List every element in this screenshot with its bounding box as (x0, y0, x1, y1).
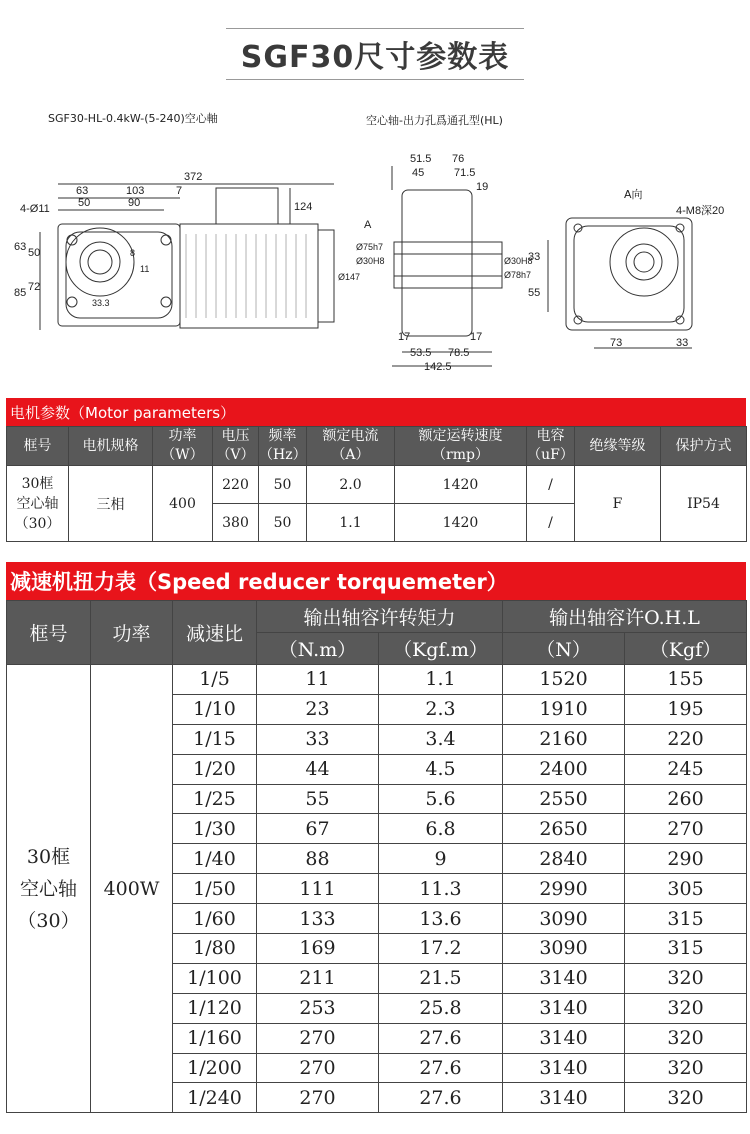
dimension-drawing (0, 100, 750, 390)
torque-nm-cell: 253 (257, 993, 379, 1023)
page-title-frame (226, 28, 524, 80)
torque-nm-cell: 169 (257, 934, 379, 964)
dim-label: 7 (176, 185, 183, 197)
dim-label: 372 (184, 171, 203, 183)
motor-cap-cell: / (527, 466, 575, 504)
torque-kgf-cell: 305 (625, 874, 747, 904)
torque-kgfm-cell: 5.6 (379, 784, 503, 814)
dim-label: 55 (528, 287, 541, 299)
torque-section-title: 减速机扭力表（Speed reducer torquemeter） (10, 570, 508, 594)
torque-n-cell: 1520 (503, 665, 625, 695)
torque-header-power: 功率 (91, 601, 173, 665)
view-label: A向 (624, 188, 643, 201)
motor-power-cell: 400 (153, 466, 213, 542)
front-inner (574, 226, 684, 322)
front-bore-circle (626, 244, 662, 280)
motor-header-cell: 保护方式 (661, 427, 747, 466)
dim-label: 19 (476, 181, 489, 193)
dim-label: 50 (28, 247, 41, 259)
torque-kgfm-cell: 6.8 (379, 814, 503, 844)
motor-header-row (7, 427, 747, 466)
right-caption: 空心轴-出力孔爲通孔型(HL) (366, 114, 503, 127)
dim-label: 33 (676, 337, 689, 349)
torque-kgf-cell: 320 (625, 1023, 747, 1053)
torque-ratio-cell: 1/10 (173, 694, 257, 724)
torque-n-cell: 3140 (503, 1053, 625, 1083)
torque-nm-cell: 211 (257, 963, 379, 993)
torque-ratio-cell: 1/60 (173, 904, 257, 934)
torque-n-cell: 3140 (503, 963, 625, 993)
torque-n-cell: 2990 (503, 874, 625, 904)
torque-kgf-cell: 245 (625, 754, 747, 784)
dim-label: 8 (130, 248, 136, 258)
torque-section-header (6, 562, 746, 600)
torque-n-cell: 3140 (503, 993, 625, 1023)
side-housing (402, 190, 472, 336)
motor-header-cell: 电机规格 (69, 427, 153, 466)
motor-header-cell: 额定运转速度 （rmp） (395, 427, 527, 466)
torque-nm-cell: 33 (257, 724, 379, 754)
torque-kgfm-cell: 25.8 (379, 993, 503, 1023)
torque-kgfm-cell: 11.3 (379, 874, 503, 904)
dim-label: 85 (14, 287, 27, 299)
torque-ratio-cell: 1/15 (173, 724, 257, 754)
dimension-drawing-svg (0, 100, 750, 390)
torque-kgfm-cell: 3.4 (379, 724, 503, 754)
dim-label: 45 (412, 167, 425, 179)
terminal-box (216, 188, 278, 224)
motor-spec-cell: 三相 (69, 466, 153, 542)
torque-header-ratio: 减速比 (173, 601, 257, 665)
torque-frame-cell: 30框 空心轴 （30） (7, 665, 91, 1113)
torque-kgf-cell: 315 (625, 934, 747, 964)
torque-ratio-cell: 1/20 (173, 754, 257, 784)
hollow-shaft-section (394, 242, 502, 288)
dim-label: 51.5 (410, 153, 432, 165)
front-flange-circle (610, 228, 678, 296)
mount-hole (161, 297, 171, 307)
dim-label: 63 (14, 241, 27, 253)
motor-header-cell: 绝缘等级 (575, 427, 661, 466)
torque-nm-cell: 270 (257, 1083, 379, 1113)
dim-label: 33 (528, 251, 541, 263)
torque-ratio-cell: 1/30 (173, 814, 257, 844)
gearbox-flange-outline (58, 224, 180, 326)
dim-label: 11 (140, 264, 150, 274)
dim-label: 17 (398, 331, 411, 343)
motor-header-cell: 频率 （Hz） (259, 427, 307, 466)
torque-header-frame: 框号 (7, 601, 91, 665)
torque-nm-cell: 270 (257, 1053, 379, 1083)
motor-header-cell: 额定电流 （A） (307, 427, 395, 466)
torque-ratio-cell: 1/80 (173, 934, 257, 964)
torque-ratio-cell: 1/100 (173, 963, 257, 993)
torque-n-cell: 2840 (503, 844, 625, 874)
dim-label: 72 (28, 281, 41, 293)
torque-ratio-cell: 1/240 (173, 1083, 257, 1113)
torque-kgf-cell: 290 (625, 844, 747, 874)
page-title: SGF30尺寸参数表 (240, 40, 510, 75)
torque-n-cell: 2550 (503, 784, 625, 814)
torque-kgf-cell: 270 (625, 814, 747, 844)
torque-kgf-cell: 260 (625, 784, 747, 814)
torque-header-row (7, 601, 747, 633)
motor-protection-cell: IP54 (661, 466, 747, 542)
torque-kgfm-cell: 13.6 (379, 904, 503, 934)
torque-kgfm-cell: 4.5 (379, 754, 503, 784)
dim-label: 4-M8深20 (676, 205, 725, 217)
motor-freq-cell: 50 (259, 466, 307, 504)
torque-nm-cell: 88 (257, 844, 379, 874)
mount-hole (161, 235, 171, 245)
torque-n-cell: 2400 (503, 754, 625, 784)
front-housing (566, 218, 692, 330)
motor-current-cell: 2.0 (307, 466, 395, 504)
dim-label: Ø147 (338, 272, 361, 282)
torque-kgf-cell: 320 (625, 993, 747, 1023)
torque-n-cell: 2650 (503, 814, 625, 844)
dim-label: A (364, 219, 372, 231)
motor-parameters-table (6, 426, 747, 542)
torque-nm-cell: 133 (257, 904, 379, 934)
torque-n-cell: 3140 (503, 1023, 625, 1053)
torque-n-cell: 3090 (503, 934, 625, 964)
torque-kgf-cell: 220 (625, 724, 747, 754)
torque-kgf-cell: 320 (625, 963, 747, 993)
dim-label: 73 (610, 337, 623, 349)
motor-voltage-cell: 380 (213, 504, 259, 542)
dim-label: 4-Ø11 (20, 203, 50, 215)
torque-ratio-cell: 1/50 (173, 874, 257, 904)
torque-unit-kgf: （Kgf） (625, 633, 747, 665)
torque-nm-cell: 55 (257, 784, 379, 814)
motor-cap-cell: / (527, 504, 575, 542)
torque-nm-cell: 23 (257, 694, 379, 724)
dim-label: 76 (452, 153, 465, 165)
motor-header-cell: 电压 （V） (213, 427, 259, 466)
torque-table (6, 600, 747, 1113)
torque-kgf-cell: 320 (625, 1053, 747, 1083)
dim-label: 50 (78, 197, 91, 209)
torque-ratio-cell: 1/160 (173, 1023, 257, 1053)
motor-freq-cell: 50 (259, 504, 307, 542)
dim-label: 63 (76, 185, 89, 197)
torque-kgfm-cell: 9 (379, 844, 503, 874)
torque-kgfm-cell: 27.6 (379, 1023, 503, 1053)
front-shaft-circle (634, 252, 654, 272)
dim-label: 53.5 (410, 347, 432, 359)
motor-voltage-cell: 220 (213, 466, 259, 504)
torque-kgf-cell: 195 (625, 694, 747, 724)
motor-speed-cell: 1420 (395, 504, 527, 542)
torque-ratio-cell: 1/40 (173, 844, 257, 874)
output-bore-circle (80, 242, 120, 282)
torque-ratio-cell: 1/200 (173, 1053, 257, 1083)
torque-kgf-cell: 155 (625, 665, 747, 695)
torque-power-cell: 400W (91, 665, 173, 1113)
torque-kgfm-cell: 17.2 (379, 934, 503, 964)
motor-section-title: 电机参数（Motor parameters） (10, 403, 236, 422)
mount-hole (67, 297, 77, 307)
torque-ratio-cell: 1/120 (173, 993, 257, 1023)
dim-label: Ø30H8 (504, 256, 533, 266)
torque-kgf-cell: 315 (625, 904, 747, 934)
motor-header-cell: 电容 （uF） (527, 427, 575, 466)
motor-current-cell: 1.1 (307, 504, 395, 542)
dim-label: Ø78h7 (504, 270, 532, 280)
torque-ratio-cell: 1/25 (173, 784, 257, 814)
motor-end-cap (318, 230, 334, 322)
motor-section-header (6, 398, 746, 426)
left-caption: SGF30-HL-0.4kW-(5-240)空心軸 (48, 112, 218, 125)
torque-n-cell: 1910 (503, 694, 625, 724)
torque-unit-kgfm: （Kgf.m） (379, 633, 503, 665)
torque-unit-nm: （N.m） (257, 633, 379, 665)
torque-nm-cell: 11 (257, 665, 379, 695)
torque-ratio-cell: 1/5 (173, 665, 257, 695)
torque-header-ohl: 输出轴容许O.H.L (503, 601, 747, 633)
torque-kgfm-cell: 27.6 (379, 1083, 503, 1113)
gearbox-inner-outline (66, 232, 172, 318)
dim-label: Ø75h7 (356, 242, 384, 252)
motor-frame-cell: 30框 空心轴 （30） (7, 466, 69, 542)
torque-nm-cell: 270 (257, 1023, 379, 1053)
dim-label: 103 (126, 185, 145, 197)
torque-row (7, 665, 747, 695)
dim-label: 124 (294, 201, 313, 213)
torque-n-cell: 3090 (503, 904, 625, 934)
torque-unit-n: （N） (503, 633, 625, 665)
torque-n-cell: 3140 (503, 1083, 625, 1113)
torque-nm-cell: 67 (257, 814, 379, 844)
torque-kgfm-cell: 27.6 (379, 1053, 503, 1083)
torque-kgfm-cell: 2.3 (379, 694, 503, 724)
dim-label: 78.5 (448, 347, 470, 359)
motor-row (7, 466, 747, 504)
torque-kgfm-cell: 21.5 (379, 963, 503, 993)
motor-insulation-cell: F (575, 466, 661, 542)
dim-label: 142.5 (424, 361, 452, 373)
torque-header-torque: 输出轴容许转矩力 (257, 601, 503, 633)
motor-body (180, 224, 318, 328)
torque-nm-cell: 111 (257, 874, 379, 904)
motor-speed-cell: 1420 (395, 466, 527, 504)
torque-kgfm-cell: 1.1 (379, 665, 503, 695)
torque-kgf-cell: 320 (625, 1083, 747, 1113)
motor-header-cell: 功率 （W） (153, 427, 213, 466)
dim-label: 33.3 (92, 298, 110, 308)
dim-label: 17 (470, 331, 483, 343)
motor-header-cell: 框号 (7, 427, 69, 466)
dim-label: 90 (128, 197, 141, 209)
dim-label: Ø30H8 (356, 256, 385, 266)
torque-n-cell: 2160 (503, 724, 625, 754)
output-shaft-circle (88, 250, 112, 274)
torque-nm-cell: 44 (257, 754, 379, 784)
dim-label: 71.5 (454, 167, 476, 179)
